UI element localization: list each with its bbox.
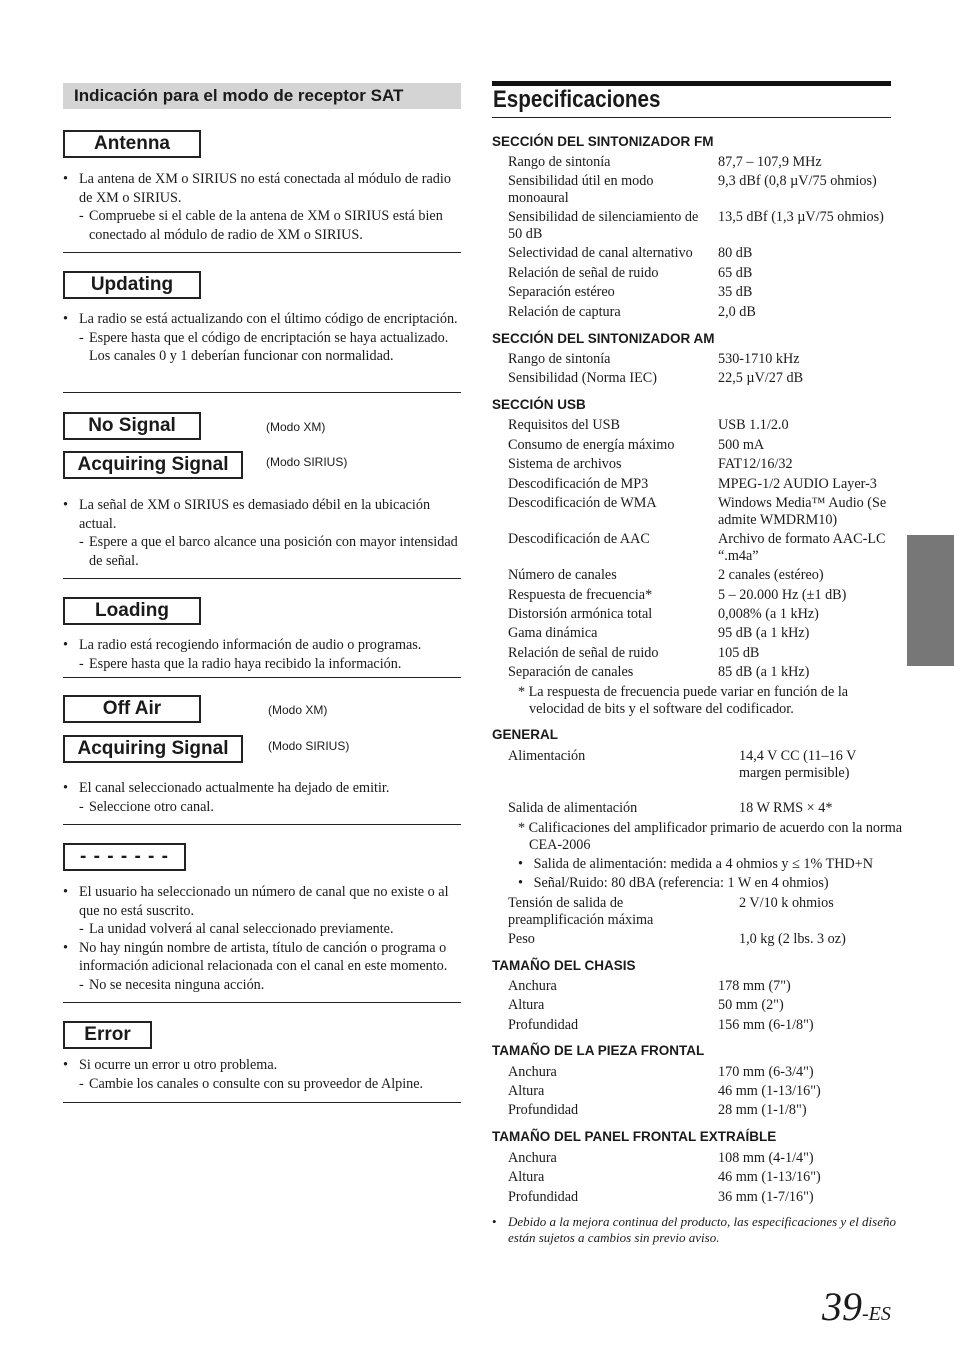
spec-label: Descodificación de MP3 <box>508 476 649 492</box>
spec-value: 22,5 µV/27 dB <box>718 370 804 386</box>
section-usb: SECCIÓN USB <box>492 397 586 412</box>
spec-label: Altura <box>508 1169 545 1185</box>
usb-note: * La respuesta de frecuencia puede variar en función de la velocidad de bits y el software del codificador. <box>518 684 849 717</box>
specs-title: Especificaciones <box>493 86 661 113</box>
spec-label: Rango de sintonía <box>508 351 611 367</box>
spec-value: 50 mm (2") <box>718 997 784 1013</box>
spec-value: 0,008% (a 1 kHz) <box>718 606 819 622</box>
spec-value: 500 mA <box>718 437 765 453</box>
spec-label: Sistema de archivos <box>508 456 622 472</box>
spec-label: Descodificación de AAC <box>508 531 650 547</box>
lcd-error: Error <box>63 1021 152 1049</box>
spec-value: Archivo de formato AAC-LC “.m4a” <box>718 531 886 564</box>
separator <box>63 578 461 579</box>
spec-value: 178 mm (7") <box>718 978 791 994</box>
antenna-bullet: • La antena de XM o SIRIUS no está conectada al módulo de radio de XM o SIRIUS. <box>63 170 461 207</box>
spec-value: 46 mm (1-13/16") <box>718 1083 821 1099</box>
mode-xm: (Modo XM) <box>266 420 326 434</box>
general-bullet-1: • Salida de alimentación: medida a 4 ohmios y ≤ 1% THD+N <box>518 856 874 872</box>
spec-value: 65 dB <box>718 265 753 281</box>
lcd-antenna: Antenna <box>63 130 201 158</box>
spec-label: Separación de canales <box>508 664 634 680</box>
updating-text <box>63 310 461 366</box>
updating-bullet: • La radio se está actualizando con el último código de encriptación. <box>63 310 461 329</box>
spec-label: Gama dinámica <box>508 625 598 641</box>
spec-value: FAT12/16/32 <box>718 456 793 472</box>
spec-label: Alimentación <box>508 748 586 764</box>
spec-label: Profundidad <box>508 1189 579 1205</box>
spec-label: Número de canales <box>508 567 617 583</box>
mode-xm: (Modo XM) <box>268 703 328 717</box>
nosignal-dash: - Espere a que el barco alcance una posición con mayor intensidad de señal. <box>63 533 461 570</box>
spec-label: Sensibilidad útil en modo monoaural <box>508 173 654 206</box>
spec-label: Altura <box>508 1083 545 1099</box>
offair-text <box>63 779 461 816</box>
spec-label: Anchura <box>508 1064 557 1080</box>
spec-value: 530-1710 kHz <box>718 351 800 367</box>
mode-sirius: (Modo SIRIUS) <box>266 455 348 469</box>
mode-sirius: (Modo SIRIUS) <box>268 739 350 753</box>
general-bullet-2-text: Señal/Ruido: 80 dBA (referencia: 1 W en 4 ohmios) <box>533 875 829 891</box>
offair-dash: - Seleccione otro canal. <box>63 798 461 817</box>
footnote-text: Debido a la mejora continua del producto, las especificaciones y el diseño están sujetos a cambios sin previo aviso. <box>508 1214 896 1245</box>
spec-value: 108 mm (4-1/4") <box>718 1150 814 1166</box>
spec-value: 105 dB <box>718 645 760 661</box>
spec-label: Distorsión armónica total <box>508 606 653 622</box>
spec-value: 5 – 20.000 Hz (±1 dB) <box>718 587 847 603</box>
dashes-dash-1: - La unidad volverá al canal seleccionado previamente. <box>63 920 461 939</box>
lcd-off-air: Off Air <box>63 695 201 723</box>
spec-label: Salida de alimentación <box>508 800 638 816</box>
spec-value: 2 V/10 k ohmios <box>739 895 834 911</box>
spec-value: MPEG-1/2 AUDIO Layer-3 <box>718 476 877 492</box>
section-chassis: TAMAÑO DEL CHASIS <box>492 958 636 973</box>
spec-label: Respuesta de frecuencia* <box>508 587 653 603</box>
dashes-bullet-1: • El usuario ha seleccionado un número de canal que no existe o al que no está suscrito. <box>63 883 461 920</box>
spec-value: 9,3 dBf (0,8 µV/75 ohmios) <box>718 173 877 189</box>
spec-value: 13,5 dBf (1,3 µV/75 ohmios) <box>718 209 884 225</box>
separator <box>63 677 461 678</box>
error-bullet: • Si ocurre un error u otro problema. <box>63 1056 461 1075</box>
spec-label: Anchura <box>508 1150 557 1166</box>
spec-label: Rango de sintonía <box>508 154 611 170</box>
antenna-dash: - Compruebe si el cable de la antena de XM o SIRIUS está bien conectado al módulo de radio de XM o SIRIUS. <box>63 207 461 244</box>
lcd-dashes: - - - - - - - <box>63 843 186 871</box>
lcd-loading: Loading <box>63 597 201 625</box>
spec-label: Altura <box>508 997 545 1013</box>
nosignal-text <box>63 496 461 570</box>
loading-text <box>63 636 461 673</box>
updating-dash: - Espere hasta que el código de encriptación se haya actualizado. Los canales 0 y 1 deberían funcionar con normalidad. <box>63 329 461 366</box>
section-title-sat: Indicación para el modo de receptor SAT <box>63 83 461 109</box>
side-tab <box>907 535 954 666</box>
separator <box>63 1102 461 1103</box>
spec-label: Consumo de energía máximo <box>508 437 675 453</box>
offair-bullet: • El canal seleccionado actualmente ha dejado de emitir. <box>63 779 461 798</box>
spec-value: USB 1.1/2.0 <box>718 417 789 433</box>
general-note: * Calificaciones del amplificador primario de acuerdo con la norma CEA-2006 <box>518 820 903 853</box>
spec-label: Selectividad de canal alternativo <box>508 245 693 261</box>
dashes-dash-2: - No se necesita ninguna acción. <box>63 976 461 995</box>
spec-value: 156 mm (6-1/8") <box>718 1017 814 1033</box>
dashes-bullet-2: • No hay ningún nombre de artista, título de canción o programa o información adicional relacionada con el canal en este momento. <box>63 939 461 976</box>
general-bullet-2: • Señal/Ruido: 80 dBA (referencia: 1 W en 4 ohmios) <box>518 875 829 891</box>
spec-value: 28 mm (1-1/8") <box>718 1102 807 1118</box>
spec-value: 36 mm (1-7/16") <box>718 1189 814 1205</box>
section-fm: SECCIÓN DEL SINTONIZADOR FM <box>492 134 714 149</box>
page-number <box>822 1283 891 1330</box>
general-bullet-1-text: Salida de alimentación: medida a 4 ohmios y ≤ 1% THD+N <box>533 856 874 872</box>
spec-label: Relación de señal de ruido <box>508 265 659 281</box>
spec-value: 95 dB (a 1 kHz) <box>718 625 810 641</box>
spec-value: 1,0 kg (2 lbs. 3 oz) <box>739 931 846 947</box>
lcd-acquiring-signal: Acquiring Signal <box>63 451 243 479</box>
spec-value: 170 mm (6-3/4") <box>718 1064 814 1080</box>
dashes-text <box>63 883 461 994</box>
spec-value: 2,0 dB <box>718 304 756 320</box>
spec-label: Peso <box>508 931 535 947</box>
spec-label: Anchura <box>508 978 557 994</box>
antenna-text <box>63 170 461 244</box>
spec-value: 35 dB <box>718 284 753 300</box>
lcd-updating: Updating <box>63 271 201 299</box>
separator <box>63 392 461 393</box>
separator <box>63 1002 461 1003</box>
page-suffix: -ES <box>862 1303 891 1325</box>
lcd-no-signal: No Signal <box>63 412 201 440</box>
spec-label: Separación estéreo <box>508 284 615 300</box>
separator <box>63 824 461 825</box>
spec-value: 18 W RMS × 4* <box>739 800 833 816</box>
spec-value: 80 dB <box>718 245 753 261</box>
footnote-bullet: • <box>492 1214 497 1229</box>
spec-value: Windows Media™ Audio (Se admite WMDRM10) <box>718 495 887 528</box>
section-general: GENERAL <box>492 727 559 742</box>
loading-dash: - Espere hasta que la radio haya recibido la información. <box>63 655 461 674</box>
error-text <box>63 1056 461 1093</box>
loading-bullet: • La radio está recogiendo información de audio o programas. <box>63 636 461 655</box>
spec-value: 46 mm (1-13/16") <box>718 1169 821 1185</box>
spec-label: Tensión de salida de preamplificación máxima <box>508 895 654 928</box>
separator <box>63 252 461 253</box>
spec-value: 87,7 – 107,9 MHz <box>718 154 822 170</box>
spec-label: Sensibilidad (Norma IEC) <box>508 370 657 386</box>
spec-label: Descodificación de WMA <box>508 495 657 511</box>
section-am: SECCIÓN DEL SINTONIZADOR AM <box>492 331 715 346</box>
page-number-value: 39 <box>822 1284 862 1329</box>
spec-label: Sensibilidad de silenciamiento de 50 dB <box>508 209 699 242</box>
error-dash: - Cambie los canales o consulte con su proveedor de Alpine. <box>63 1075 461 1094</box>
spec-label: Profundidad <box>508 1017 579 1033</box>
spec-value: 85 dB (a 1 kHz) <box>718 664 810 680</box>
section-front: TAMAÑO DE LA PIEZA FRONTAL <box>492 1043 705 1058</box>
spec-label: Relación de captura <box>508 304 621 320</box>
title-rule <box>492 117 891 118</box>
spec-label: Profundidad <box>508 1102 579 1118</box>
footnote <box>492 1214 906 1245</box>
section-detachable: TAMAÑO DEL PANEL FRONTAL EXTRAÍBLE <box>492 1129 777 1144</box>
lcd-acquiring-signal: Acquiring Signal <box>63 735 243 763</box>
spec-label: Requisitos del USB <box>508 417 620 433</box>
spec-label: Relación de señal de ruido <box>508 645 659 661</box>
spec-value: 2 canales (estéreo) <box>718 567 824 583</box>
spec-value: 14,4 V CC (11–16 V margen permisible) <box>739 748 857 781</box>
nosignal-bullet: • La señal de XM o SIRIUS es demasiado débil en la ubicación actual. <box>63 496 461 533</box>
